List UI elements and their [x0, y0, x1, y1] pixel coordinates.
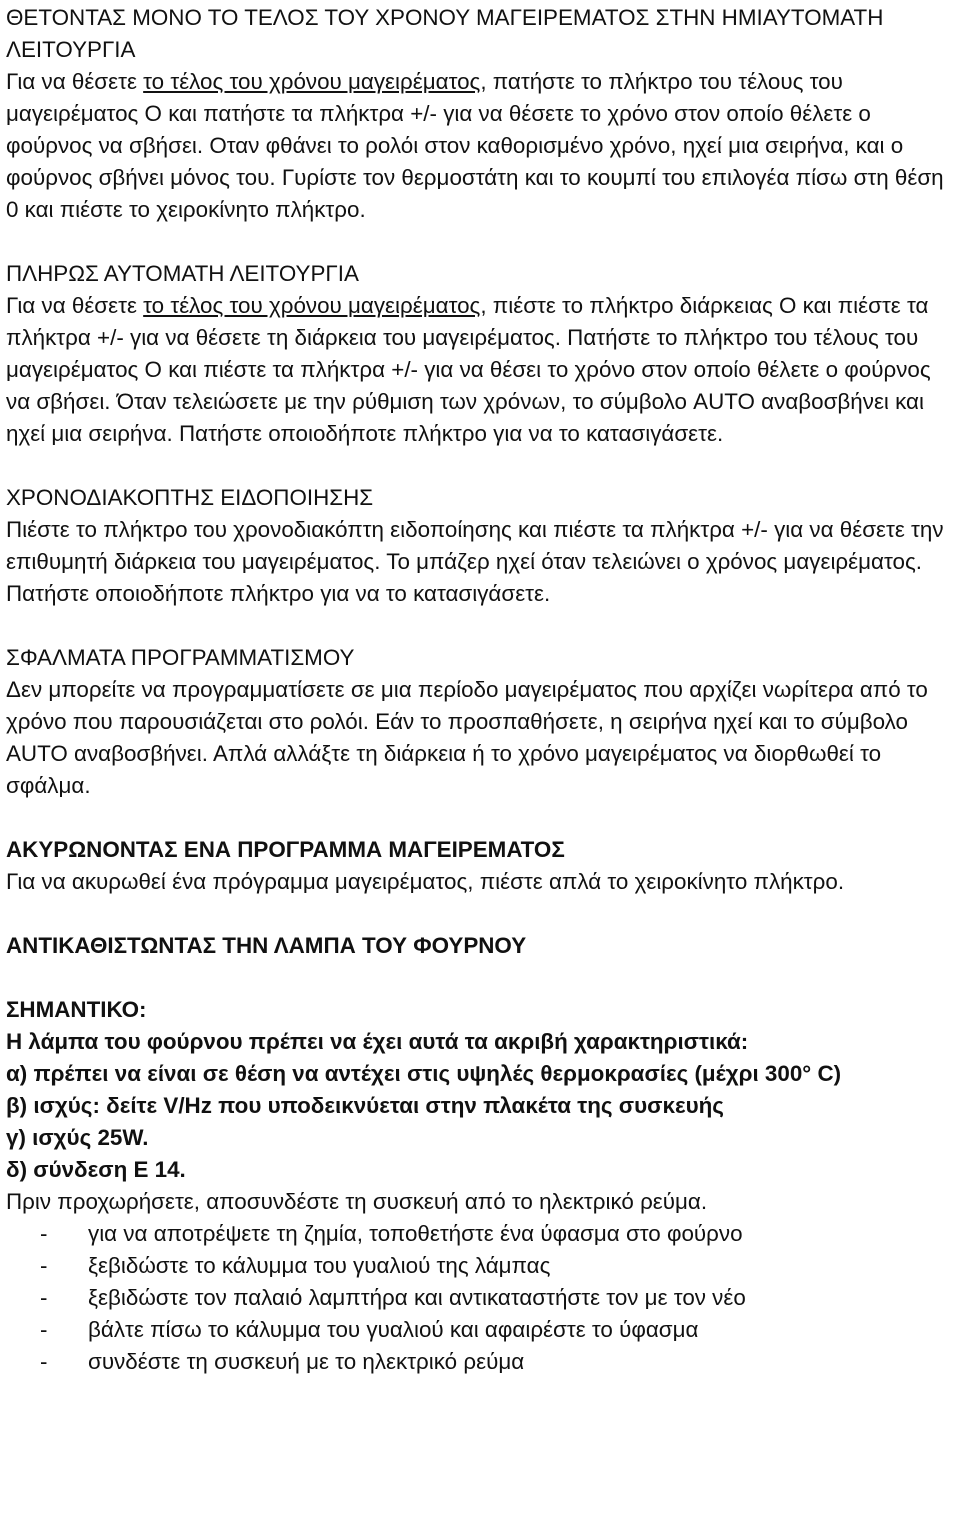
section-title: ΑΚΥΡΩΝΟΝΤΑΣ ΕΝΑ ΠΡΟΓΡΑΜΜΑ ΜΑΓΕΙΡΕΜΑΤΟΣ: [6, 837, 565, 862]
section-semi-automatic: [6, 2, 952, 226]
section-cancel-program: [6, 834, 952, 898]
underlined-term: το τέλος του χρόνου μαγειρέματος: [143, 293, 481, 318]
spacer: [6, 802, 952, 834]
list-item: [6, 1250, 952, 1282]
section-body: Για να ακυρωθεί ένα πρόγραμμα μαγειρέματος, πιέστε απλά το χειροκίνητο πλήκτρο.: [6, 869, 845, 894]
underlined-term: το τέλος του χρόνου μαγειρέματος: [143, 69, 481, 94]
section-lamp-replacement: [6, 930, 952, 1378]
before-instruction: Πριν προχωρήσετε, αποσυνδέστε τη συσκευή από το ηλεκτρικό ρεύμα.: [6, 1189, 708, 1214]
requirement-a: α) πρέπει να είναι σε θέση να αντέχει στις υψηλές θερμοκρασίες (μέχρι 300° C): [6, 1061, 842, 1086]
section-title: ΑΝΤΙΚΑΘΙΣΤΩΝΤΑΣ ΤΗΝ ΛΑΜΠΑ ΤΟΥ ΦΟΥΡΝΟΥ: [6, 933, 527, 958]
section-body: [6, 290, 952, 450]
section-fully-automatic: [6, 258, 952, 450]
spacer: [6, 962, 952, 994]
important-label: ΣΗΜΑΝΤΙΚΟ:: [6, 997, 147, 1022]
dash-bullet: -: [40, 1317, 48, 1342]
body-text: , πιέστε το πλήκτρο διάρκειας Ο και πιέστε τα πλήκτρα +/- για να θέσετε τη διάρκεια του μαγειρέματος. Πατήστε το πλήκτρο του τέλους του μαγειρέματος Ο και πιέστε τα πλήκτρα +/- για να θέσει το χρόνο στον οποίο θέλετε ο φούρνος να σβήσει. Όταν τελειώσετε με την ρύθμιση των χρόνων, το σύμβολο AUTO αναβοσβήνει και ηχεί μια σειρήνα. Πατήστε οποιοδήποτε πλήκτρο για να το κατασιγάσετε.: [6, 293, 931, 446]
section-title: ΧΡΟΝΟΔΙΑΚΟΠΤΗΣ ΕΙΔΟΠΟΙΗΣΗΣ: [6, 485, 374, 510]
dash-bullet: -: [40, 1253, 48, 1278]
step-text: ξεβιδώστε το κάλυμμα του γυαλιού της λάμπας: [88, 1253, 551, 1278]
requirement-d: δ) σύνδεση Ε 14.: [6, 1157, 186, 1182]
section-title: ΠΛΗΡΩΣ ΑΥΤΟΜΑΤΗ ΛΕΙΤΟΥΡΓΙΑ: [6, 261, 359, 286]
requirements-intro: Η λάμπα του φούρνου πρέπει να έχει αυτά τα ακριβή χαρακτηριστικά:: [6, 1029, 749, 1054]
requirement-b: β) ισχύς: δείτε V/Hz που υποδεικνύεται στην πλακέτα της συσκευής: [6, 1093, 724, 1118]
list-item: [6, 1218, 952, 1250]
section-body: Δεν μπορείτε να προγραμματίσετε σε μια περίοδο μαγειρέματος που αρχίζει νωρίτερα από το χρόνο που παρουσιάζεται στο ρολόι. Εάν το προσπαθήσετε, η σειρήνα ηχεί και το σύμβολο AUTO αναβοσβήνει. Απλά αλλάξτε τη διάρκεια ή το χρόνο μαγειρέματος να διορθωθεί το σφάλμα.: [6, 677, 928, 798]
dash-bullet: -: [40, 1349, 48, 1374]
step-text: συνδέστε τη συσκευή με το ηλεκτρικό ρεύμα: [88, 1349, 525, 1374]
list-item: [6, 1282, 952, 1314]
dash-bullet: -: [40, 1221, 48, 1246]
list-item: [6, 1346, 952, 1378]
section-body: [6, 66, 952, 226]
section-programming-errors: [6, 642, 952, 802]
step-text: ξεβιδώστε τον παλαιό λαμπτήρα και αντικαταστήστε τον με τον νέο: [88, 1285, 746, 1310]
step-text: βάλτε πίσω το κάλυμμα του γυαλιού και αφαιρέστε το ύφασμα: [88, 1317, 699, 1342]
section-title: ΘΕΤΟΝΤΑΣ ΜΟΝΟ ΤΟ ΤΕΛΟΣ ΤΟΥ ΧΡΟΝΟΥ ΜΑΓΕΙΡΕΜΑΤΟΣ ΣΤΗΝ ΗΜΙΑΥΤΟΜΑΤΗ ΛΕΙΤΟΥΡΓΙΑ: [6, 5, 884, 62]
spacer: [6, 450, 952, 482]
requirement-c: γ) ισχύς 25W.: [6, 1125, 149, 1150]
spacer: [6, 226, 952, 258]
steps-list: [6, 1218, 952, 1378]
section-alert-timer: [6, 482, 952, 610]
section-title: ΣΦΑΛΜΑΤΑ ΠΡΟΓΡΑΜΜΑΤΙΣΜΟΥ: [6, 645, 355, 670]
body-text: Για να θέσετε: [6, 69, 144, 94]
spacer: [6, 898, 952, 930]
body-text: Για να θέσετε: [6, 293, 144, 318]
spacer: [6, 610, 952, 642]
step-text: για να αποτρέψετε τη ζημία, τοποθετήστε ένα ύφασμα στο φούρνο: [88, 1221, 743, 1246]
section-body: Πιέστε το πλήκτρο του χρονοδιακόπτη ειδοποίησης και πιέστε τα πλήκτρα +/- για να θέσετε την επιθυμητή διάρκεια του μαγειρέματος. Το μπάζερ ηχεί όταν τελειώνει ο χρόνος μαγειρέματος. Πατήστε οποιοδήποτε πλήκτρο για να το κατασιγάσετε.: [6, 517, 944, 606]
list-item: [6, 1314, 952, 1346]
body-text: , πατήστε το πλήκτρο του τέλους του μαγειρέματος Ο και πατήστε τα πλήκτρα +/- για να θέσετε το χρόνο στον οποίο θέλετε ο φούρνος να σβήσει. Οταν φθάνει το ρολόι στον καθορισμένο χρόνο, ηχεί μια σειρήνα, και ο φούρνος σβήνει μόνος του. Γυρίστε τον θερμοστάτη και το κουμπί του επιλογέα πίσω στη θέση 0 και πιέστε το χειροκίνητο πλήκτρο.: [6, 69, 944, 222]
dash-bullet: -: [40, 1285, 48, 1310]
